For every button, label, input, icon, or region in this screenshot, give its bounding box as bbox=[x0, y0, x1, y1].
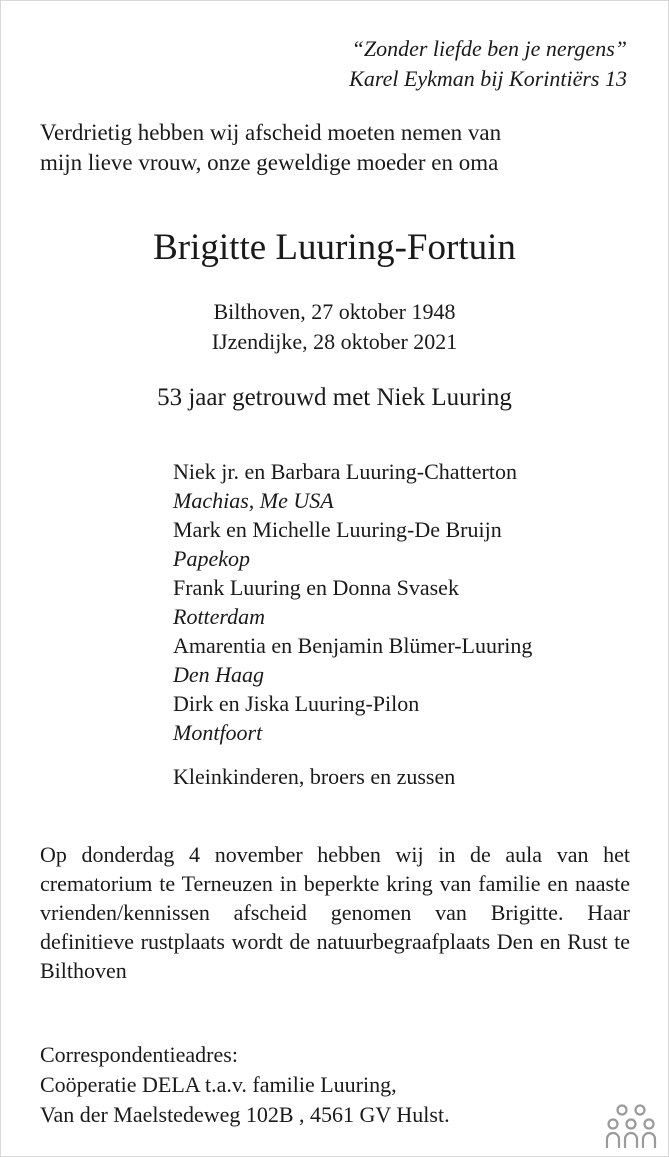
child-place: Montfoort bbox=[173, 720, 263, 745]
list-item bbox=[173, 689, 532, 747]
child-name: Dirk en Jiska Luuring-Pilon bbox=[173, 691, 420, 716]
death-date: IJzendijke, 28 oktober 2021 bbox=[211, 329, 458, 354]
child-place: Machias, Me USA bbox=[173, 488, 334, 513]
list-item bbox=[173, 631, 532, 689]
children-list bbox=[173, 457, 532, 747]
child-name: Niek jr. en Barbara Luuring-Chatterton bbox=[173, 459, 517, 484]
correspondence-address bbox=[40, 1040, 450, 1130]
child-place: Den Haag bbox=[173, 662, 265, 687]
deceased-name: Brigitte Luuring-Fortuin bbox=[153, 227, 516, 268]
quote-text: “Zonder liefde ben je nergens” bbox=[351, 36, 627, 61]
intro-line-2: mijn lieve vrouw, onze geweldige moeder en oma bbox=[40, 150, 499, 175]
child-place: Papekop bbox=[173, 546, 250, 571]
correspondence-line-2: Van der Maelstedeweg 102B , 4561 GV Hulst. bbox=[40, 1102, 450, 1127]
child-place: Rotterdam bbox=[173, 604, 266, 629]
birth-date: Bilthoven, 27 oktober 1948 bbox=[213, 299, 456, 324]
intro-line-1: Verdrietig hebben wij afscheid moeten nemen van bbox=[40, 120, 502, 145]
dela-people-logo-icon bbox=[605, 1103, 661, 1149]
marriage-line: 53 jaar getrouwd met Niek Luuring bbox=[157, 384, 512, 411]
list-item bbox=[173, 457, 532, 515]
list-item bbox=[173, 573, 532, 631]
list-item bbox=[173, 515, 532, 573]
other-relatives: Kleinkinderen, broers en zussen bbox=[173, 764, 456, 789]
life-dates bbox=[0, 297, 669, 357]
intro-text bbox=[40, 118, 640, 178]
correspondence-label: Correspondentieadres: bbox=[40, 1042, 238, 1067]
quote-block bbox=[349, 34, 627, 94]
child-name: Frank Luuring en Donna Svasek bbox=[173, 575, 459, 600]
ceremony-text: Op donderdag 4 november hebben wij in de aula van het crematorium te Terneuzen in beperkte kring van familie en naaste vrienden/kennissen afscheid genomen van Brigitte. Haar definitieve rustplaats wordt de natuurbegraafplaats Den en Rust te Bilthoven bbox=[40, 842, 630, 983]
quote-attribution: Karel Eykman bij Korintiërs 13 bbox=[349, 66, 627, 91]
correspondence-line-1: Coöperatie DELA t.a.v. familie Luuring, bbox=[40, 1072, 397, 1097]
child-name: Amarentia en Benjamin Blümer-Luuring bbox=[173, 633, 533, 658]
child-name: Mark en Michelle Luuring-De Bruijn bbox=[173, 517, 502, 542]
